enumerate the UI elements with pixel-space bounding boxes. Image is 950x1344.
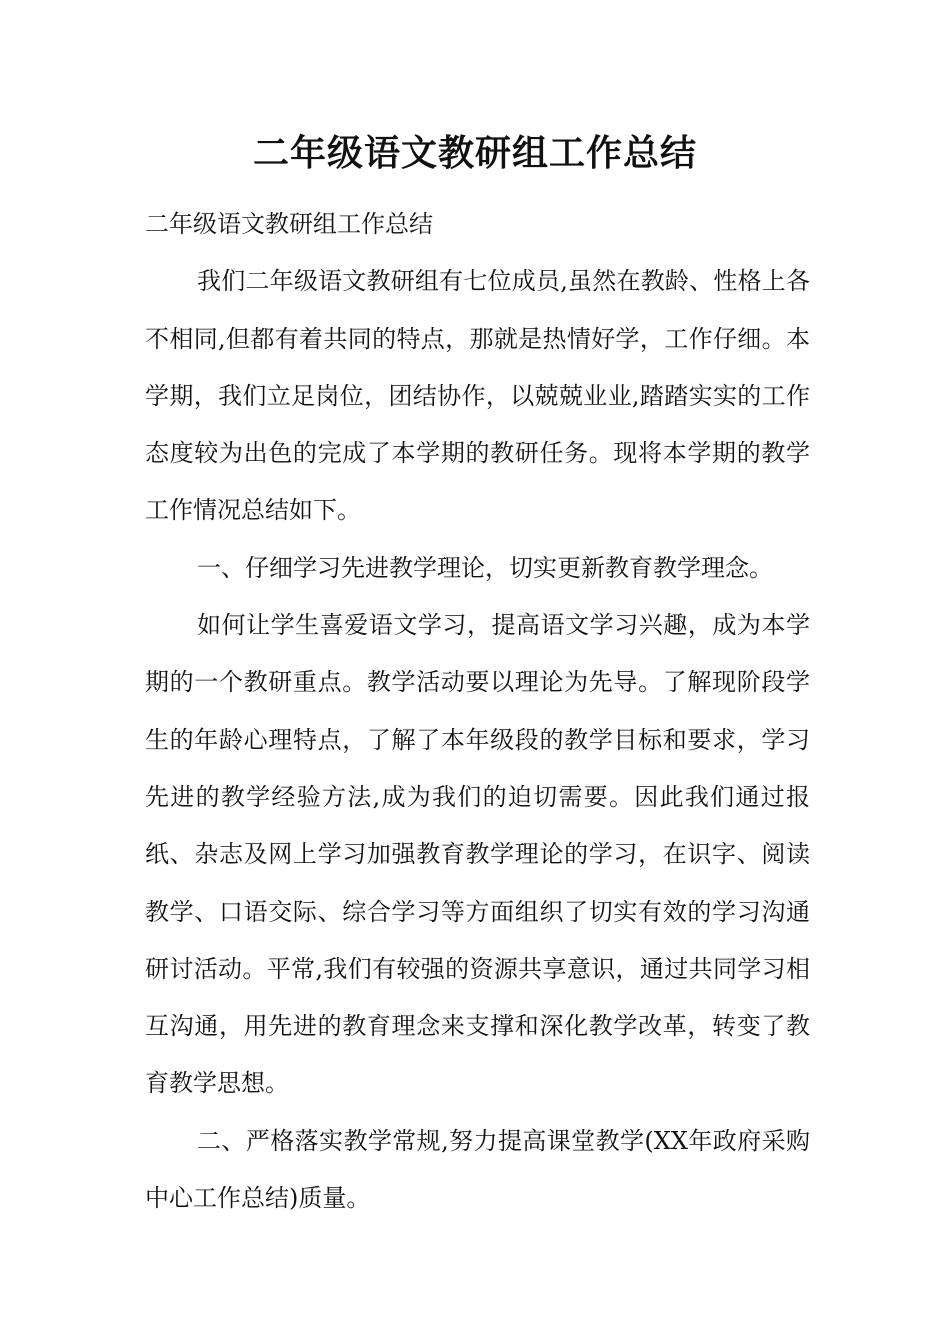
section-one-heading: 一、仔细学习先进教学理论，切实更新教育教学理念。	[197, 553, 773, 582]
page-title: 二年级语文教研组工作总结	[252, 132, 697, 174]
section-two-heading: 二、严格落实教学常规,努力提高课堂教学(XX年政府采购中心工作总结)质量。	[145, 1126, 810, 1213]
document-body	[145, 196, 810, 1227]
subtitle-paragraph: 二年级语文教研组工作总结	[145, 210, 433, 238]
intro-paragraph: 我们二年级语文教研组有七位成员,虽然在教龄、性格上各不相同,但都有着共同的特点，那就是热情好学，工作仔细。本学期，我们立足岗位，团结协作，以兢兢业业,踏踏实实的工作态度较为出色的完成了本学期的教研任务。现将本学期的教学工作情况总结如下。	[145, 267, 810, 525]
section-one-paragraph: 如何让学生喜爱语文学习，提高语文学习兴趣，成为本学期的一个教研重点。教学活动要以理论为先导。了解现阶段学生的年龄心理特点，了解了本年级段的教学目标和要求，学习先进的教学经验方法,成为我们的迫切需要。因此我们通过报纸、杂志及网上学习加强教育教学理论的学习，在识字、阅读教学、口语交际、综合学习等方面组织了切实有效的学习沟通研讨活动。平常,我们有较强的资源共享意识，通过共同学习相互沟通，用先进的教育理念来支撑和深化教学改革，转变了教育教学思想。	[145, 611, 810, 1098]
